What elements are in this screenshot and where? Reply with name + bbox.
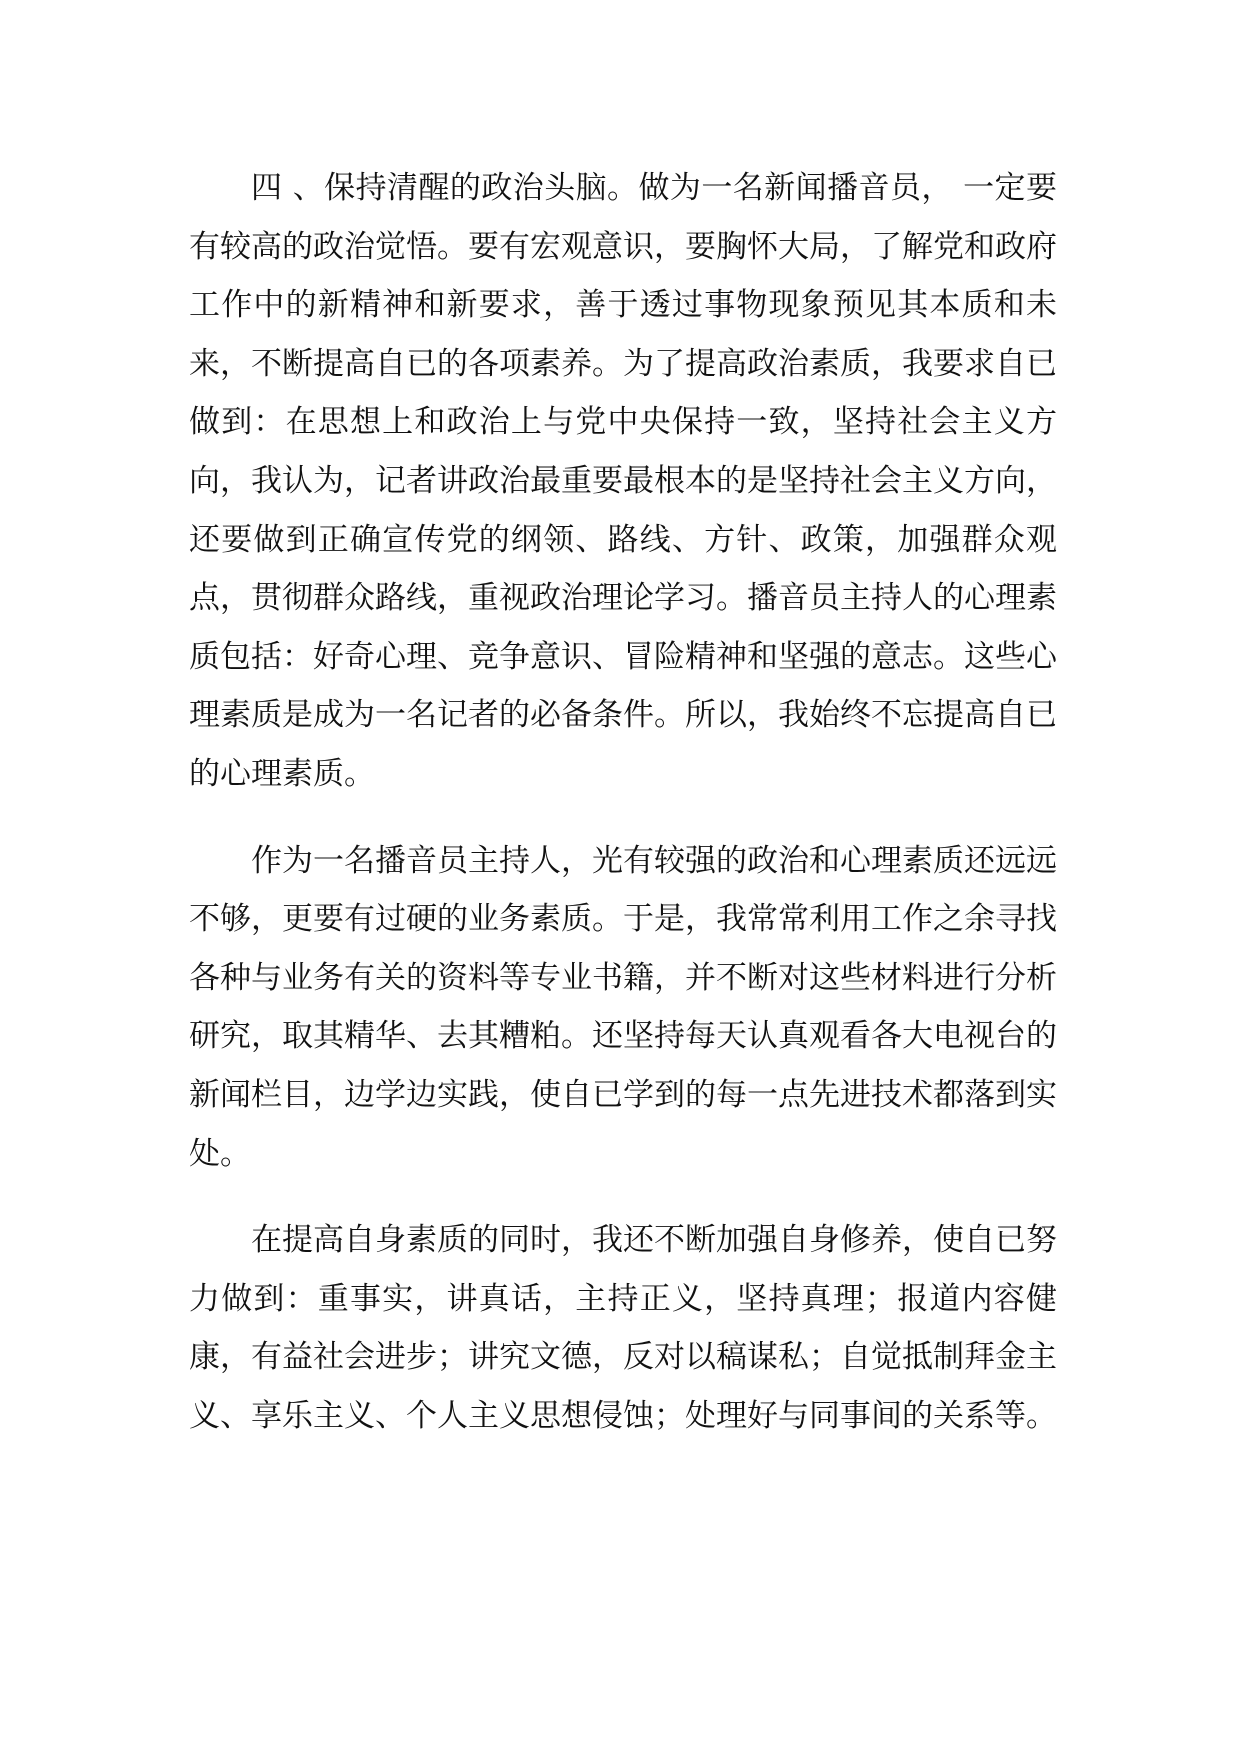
paragraph-political-awareness: 四 、保持清醒的政治头脑。做为一名新闻播音员， 一定要有较高的政治觉悟。要有宏观意识，要胸怀大局，了解党和政府工作中的新精神和新要求，善于透过事物现象预见其本质和未来，不断提高自已的各项素养。为了提高政治素质，我要求自已做到：在思想上和政治上与党中央保持一致，坚持社会主义方向，我认为，记者讲政治最重要最根本的是坚持社会主义方向，还要做到正确宣传党的纲领、路线、方针、政策，加强群众观点，贯彻群众路线，重视政治理论学习。播音员主持人的心理素质包括：好奇心理、竞争意识、冒险精神和坚强的意志。这些心理素质是成为一名记者的必备条件。所以，我始终不忘提高自已的心理素质。 bbox=[189, 170, 1057, 792]
paragraph-professional-quality: 作为一名播音员主持人，光有较强的政治和心理素质还远远不够，更要有过硬的业务素质。于是，我常常利用工作之余寻找各种与业务有关的资料等专业书籍，并不断对这些材料进行分析研究，取其精华、去其糟粕。还坚持每天认真观看各大电视台的新闻栏目，边学边实践，使自已学到的每一点先进技术都落到实处。 bbox=[189, 842, 1057, 1172]
paragraph-self-cultivation: 在提高自身素质的同时，我还不断加强自身修养，使自已努力做到：重事实，讲真话，主持正义，坚持真理；报道内容健康，有益社会进步；讲究文德，反对以稿谋私；自觉抵制拜金主义、享乐主义、个人主义思想侵蚀；处理好与同事间的关系等。 bbox=[189, 1222, 1057, 1434]
document-body bbox=[189, 159, 1057, 1473]
